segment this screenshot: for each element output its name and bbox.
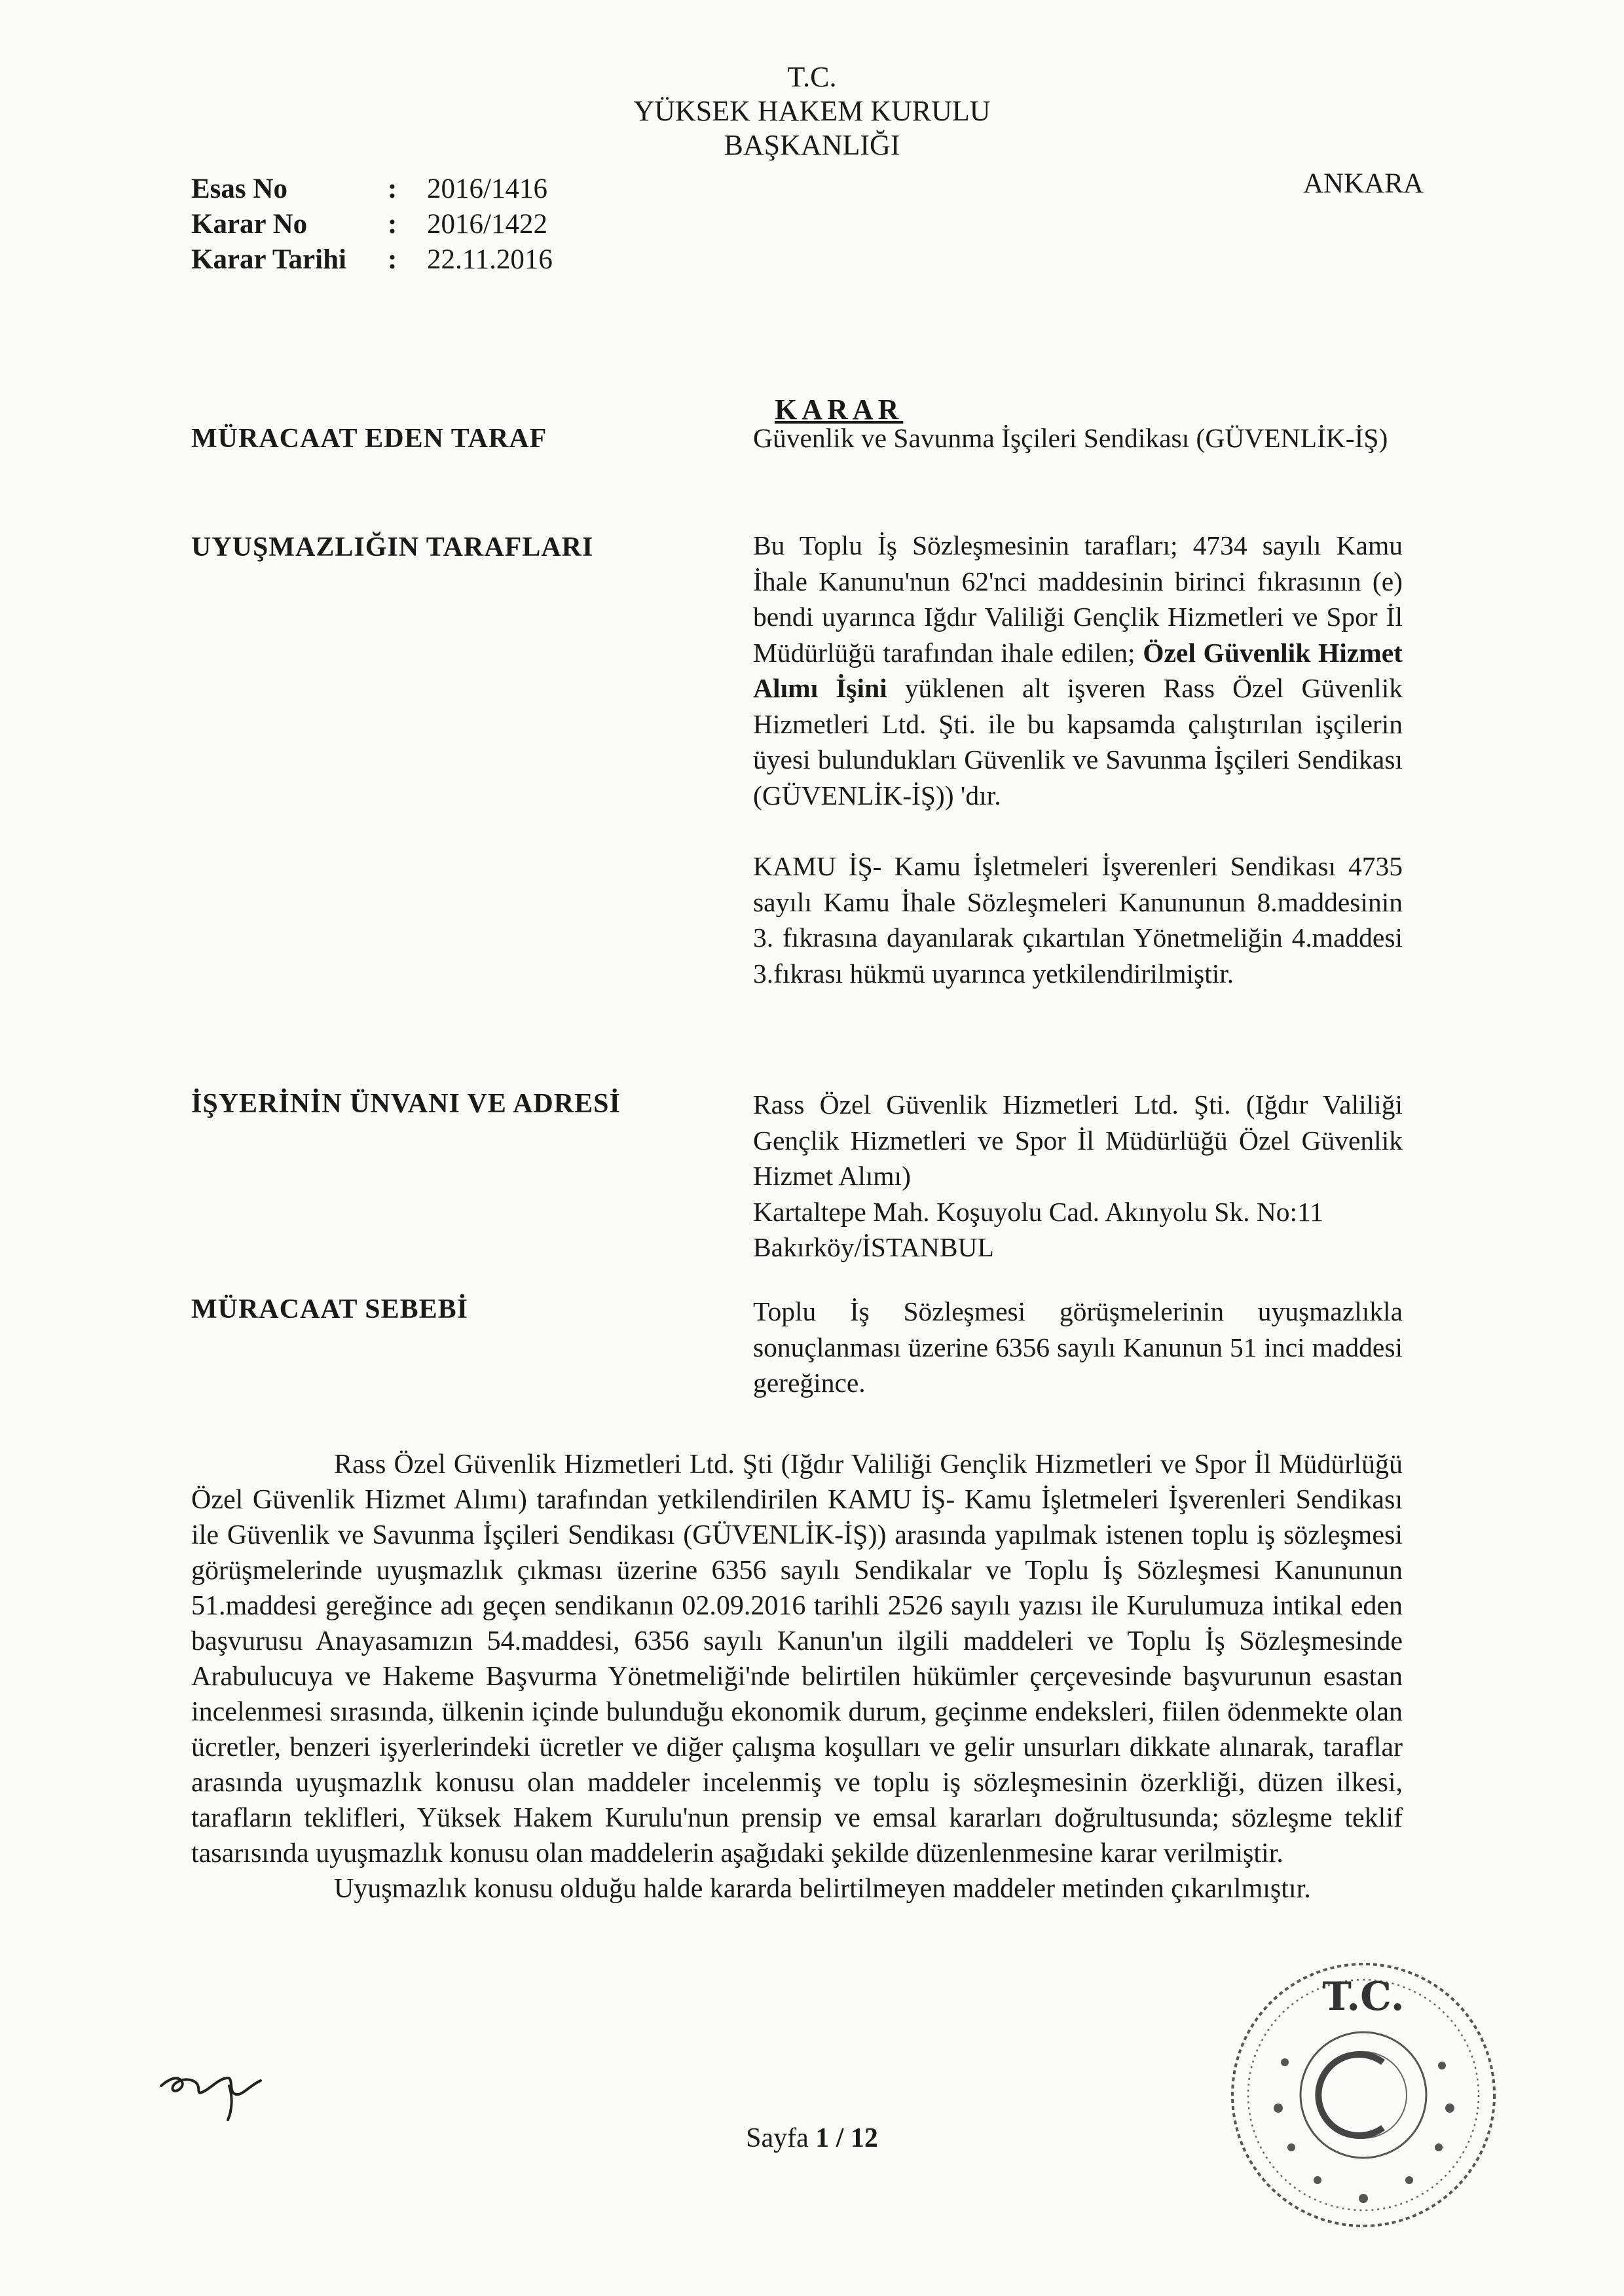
header-tc: T.C.	[787, 61, 837, 93]
tarih-row	[191, 242, 553, 278]
colon: :	[388, 244, 397, 275]
karar-row	[191, 207, 553, 242]
workplace-street: Kartaltepe Mah. Koşuyolu Cad. Akınyolu Sk. No:11	[753, 1196, 1324, 1227]
tarih-value: 22.11.2016	[427, 244, 553, 275]
reason-label: MÜRACAAT SEBEBİ	[191, 1294, 469, 1324]
reason-value: Toplu İş Sözleşmesi görüşmelerinin uyuşmazlıkla sonuçlanması üzerine 6356 sayılı Kanunun 51 inci maddesi gereğince.	[753, 1296, 1403, 1398]
case-metadata	[191, 172, 553, 278]
parties-p1-bold: Özel Güvenlik Hizmet Alımı İşini	[753, 637, 1403, 703]
header-presidency: BAŞKANLIĞI	[724, 129, 900, 161]
applicant-text	[753, 420, 1403, 456]
parties-p1-end: yüklenen alt işveren Rass Özel Güvenlik Hizmetleri Ltd. Şti. ile bu kapsamda çalıştırılan işçilerin üyesi bulundukları Güvenlik ve Savunma İşçileri Sendikası (GÜVENLİK-İŞ)) 'dır.	[753, 673, 1403, 811]
workplace-name: Rass Özel Güvenlik Hizmetleri Ltd. Şti. (Iğdır Valiliği Gençlik Hizmetleri ve Spor İl Müdürlüğü Özel Güvenlik Hizmet Alımı)	[753, 1089, 1403, 1191]
applicant-label: MÜRACAAT EDEN TARAF	[191, 424, 547, 454]
parties-label: UYUŞMAZLIĞIN TARAFLARI	[191, 532, 594, 562]
city: ANKARA	[1303, 168, 1424, 199]
page-footer	[0, 2123, 1624, 2154]
decision-paragraph-2: Uyuşmazlık konusu olduğu halde kararda belirtilmeyen maddeler metinden çıkarılmıştır.	[334, 1874, 1311, 1904]
official-seal	[1219, 1951, 1507, 2239]
tarih-label: Karar Tarihi	[191, 244, 346, 275]
page-number: 1 / 12	[815, 2123, 878, 2153]
karar-value: 2016/1422	[427, 209, 547, 240]
applicant-value: Güvenlik ve Savunma İşçileri Sendikası (GÜVENLİK-İŞ)	[753, 423, 1388, 453]
parties-p1-start: Bu Toplu İş Sözleşmesinin tarafları; 4734 sayılı Kamu İhale Kanunu'nun 62'nci maddesinin birinci fıkrasının (e) bendi uyarınca Iğdır Valiliği Gençlik Hizmetleri ve Spor İl Müdürlüğü tarafından ihale edilen;	[753, 530, 1403, 668]
esas-row	[191, 172, 553, 207]
decision-paragraph-1: Rass Özel Güvenlik Hizmetleri Ltd. Şti (Iğdır Valiliği Gençlik Hizmetleri ve Spor İl Müdürlüğü Özel Güvenlik Hizmet Alımı) tarafından yetkilendirilen KAMU İŞ- Kamu İşletmeleri İşverenleri Sendikası ile Güvenlik ve Savunma İşçileri Sendikası (GÜVENLİK-İŞ)) arasında yapılmak istenen toplu iş sözleşmesi görüşmelerinde uyuşmazlık çıkması üzerine 6356 sayılı Sendikalar ve Toplu İş Sözleşmesi Kanununun 51.maddesi gereğince adı geçen sendikanın 02.09.2016 tarihli 2526 sayılı yazısı ile Kurulumuza intikal eden başvurusu Anayasamızın 54.maddesi, 6356 sayılı Kanun'un ilgili maddeleri ve Toplu İş Sözleşmesinde Arabulucuya ve Hakeme Başvurma Yönetmeliği'nde belirtilen hükümler çerçevesinde başvurunun esastan incelenmesi sırasında, ülkenin içinde bulunduğu ekonomik durum, geçinme endeksleri, fiilen ödenmekte olan ücretler, benzeri işyerlerindeki ücretler ve diğer çalışma koşulları ve gelir unsurları dikkate alınarak, taraflar arasında uyuşmazlık konusu olan maddeler incelenmiş ve toplu iş sözleşmesinin özerkliği, düzen ilkesi, tarafların teklifleri, Yüksek Hakem Kurulu'nun prensip ve emsal kararları doğrultusunda; sözleşme teklif tasarısında uyuşmazlık konusu olan maddelerin aşağıdaki şekilde düzenlenmesine karar verilmiştir.	[191, 1449, 1403, 1868]
header-institution: YÜKSEK HAKEM KURULU	[633, 95, 991, 127]
signature-mark	[156, 2052, 267, 2124]
page-label: Sayfa	[746, 2123, 809, 2153]
workplace-text	[753, 1087, 1403, 1266]
parties-paragraph-1	[753, 528, 1403, 813]
esas-value: 2016/1416	[427, 173, 547, 204]
karar-label: Karar No	[191, 209, 308, 240]
colon: :	[388, 173, 397, 204]
decision-body	[191, 1447, 1403, 1906]
workplace-label: İŞYERİNİN ÜNVANI VE ADRESİ	[191, 1089, 621, 1119]
colon: :	[388, 209, 397, 240]
decision-title: KARAR	[775, 393, 904, 426]
workplace-city: Bakırköy/İSTANBUL	[753, 1232, 994, 1262]
parties-paragraph-2: KAMU İŞ- Kamu İşletmeleri İşverenleri Sendikası 4735 sayılı Kamu İhale Sözleşmeleri Kanununun 8.maddesinin 3. fıkrasına dayanılarak çıkartılan Yönetmeliğin 4.maddesi 3.fıkrası hükmü uyarınca yetkilendirilmiştir.	[753, 851, 1403, 989]
seal-text: T.C.	[1322, 1974, 1405, 2020]
esas-label: Esas No	[191, 173, 287, 204]
parties-text	[753, 528, 1403, 991]
reason-text	[753, 1294, 1403, 1401]
